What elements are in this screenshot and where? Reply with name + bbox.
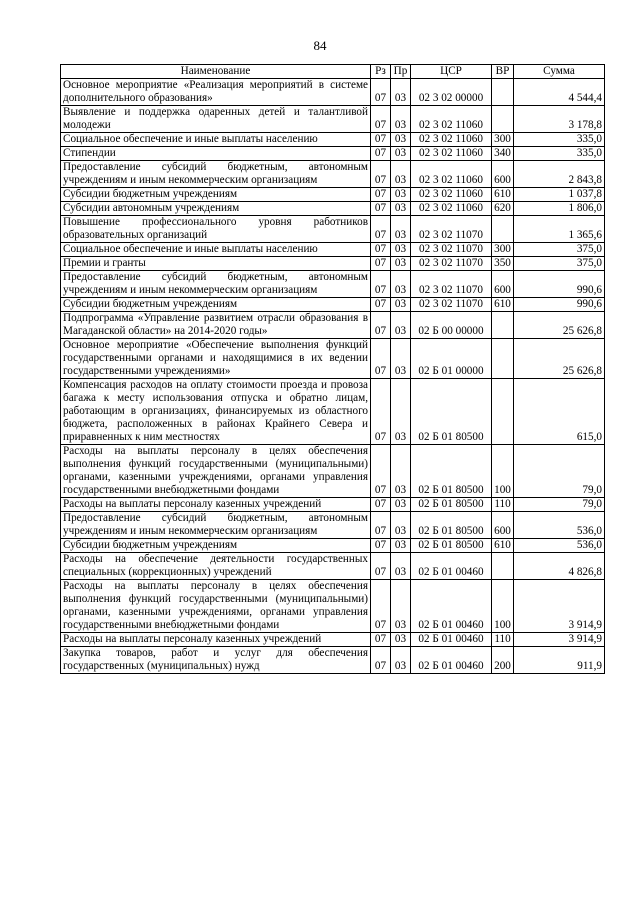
cell-vr [492, 106, 514, 133]
cell-vr [492, 339, 514, 379]
cell-csr: 02 3 02 11060 [411, 161, 492, 188]
cell-vr: 610 [492, 188, 514, 202]
cell-csr: 02 Б 01 00460 [411, 580, 492, 633]
cell-csr: 02 Б 01 00460 [411, 647, 492, 674]
cell-vr: 340 [492, 147, 514, 161]
cell-vr: 600 [492, 271, 514, 298]
cell-sum: 3 914,9 [514, 580, 605, 633]
table-row [61, 216, 605, 243]
cell-sum: 3 178,8 [514, 106, 605, 133]
cell-vr: 300 [492, 243, 514, 257]
cell-sum: 335,0 [514, 133, 605, 147]
cell-rz: 07 [371, 339, 391, 379]
cell-vr: 110 [492, 498, 514, 512]
cell-csr: 02 3 02 11070 [411, 257, 492, 271]
table-row [61, 553, 605, 580]
table-row [61, 633, 605, 647]
cell-vr: 610 [492, 539, 514, 553]
table-header-row [61, 65, 605, 79]
table-row [61, 202, 605, 216]
cell-rz: 07 [371, 243, 391, 257]
cell-sum: 4 544,4 [514, 79, 605, 106]
table-row [61, 312, 605, 339]
cell-pr: 03 [391, 580, 411, 633]
header-csr: ЦСР [411, 65, 492, 79]
cell-name: Компенсация расходов на оплату стоимости проезда и провоза багажа к месту использования отпуска и обратно лицам, работающим в организациях, финансируемых из областного бюджета, расположенных в районах Крайнего Севера и приравненных к ним местностях [61, 379, 371, 445]
cell-vr: 600 [492, 512, 514, 539]
cell-csr: 02 Б 01 00460 [411, 633, 492, 647]
cell-sum: 536,0 [514, 512, 605, 539]
cell-rz: 07 [371, 79, 391, 106]
table-row [61, 647, 605, 674]
table-row [61, 188, 605, 202]
cell-vr: 100 [492, 445, 514, 498]
cell-pr: 03 [391, 133, 411, 147]
cell-csr: 02 3 02 11060 [411, 106, 492, 133]
cell-sum: 79,0 [514, 498, 605, 512]
cell-csr: 02 Б 01 80500 [411, 445, 492, 498]
cell-name: Предоставление субсидий бюджетным, автономным учреждениям и иным некоммерческим организациям [61, 512, 371, 539]
cell-name: Субсидии автономным учреждениям [61, 202, 371, 216]
cell-name: Расходы на выплаты персоналу в целях обеспечения выполнения функций государственными (муниципальными) органами, казенными учреждениями, органами управления государственными внебюджетными фондами [61, 580, 371, 633]
header-vr: ВР [492, 65, 514, 79]
table-row [61, 580, 605, 633]
cell-sum: 3 914,9 [514, 633, 605, 647]
cell-sum: 1 365,6 [514, 216, 605, 243]
cell-csr: 02 3 02 11070 [411, 271, 492, 298]
cell-pr: 03 [391, 339, 411, 379]
cell-pr: 03 [391, 539, 411, 553]
cell-sum: 79,0 [514, 445, 605, 498]
cell-sum: 1 806,0 [514, 202, 605, 216]
table-row [61, 161, 605, 188]
cell-vr: 110 [492, 633, 514, 647]
cell-csr: 02 3 02 11070 [411, 216, 492, 243]
cell-vr [492, 79, 514, 106]
cell-name: Предоставление субсидий бюджетным, автономным учреждениям и иным некоммерческим организациям [61, 161, 371, 188]
cell-sum: 25 626,8 [514, 312, 605, 339]
cell-csr: 02 Б 01 80500 [411, 498, 492, 512]
cell-name: Социальное обеспечение и иные выплаты населению [61, 133, 371, 147]
cell-name: Основное мероприятие «Обеспечение выполнения функций государственными органами и находящимися в их ведении государственными учреждениями» [61, 339, 371, 379]
table-row [61, 379, 605, 445]
cell-name: Расходы на обеспечение деятельности государственных специальных (коррекционных) учреждений [61, 553, 371, 580]
cell-csr: 02 Б 01 80500 [411, 379, 492, 445]
cell-rz: 07 [371, 298, 391, 312]
cell-pr: 03 [391, 512, 411, 539]
cell-csr: 02 Б 00 00000 [411, 312, 492, 339]
cell-sum: 4 826,8 [514, 553, 605, 580]
cell-sum: 375,0 [514, 243, 605, 257]
header-sum: Сумма [514, 65, 605, 79]
table-row [61, 257, 605, 271]
cell-pr: 03 [391, 216, 411, 243]
cell-rz: 07 [371, 202, 391, 216]
cell-name: Закупка товаров, работ и услуг для обеспечения государственных (муниципальных) нужд [61, 647, 371, 674]
cell-rz: 07 [371, 445, 391, 498]
cell-name: Расходы на выплаты персоналу казенных учреждений [61, 498, 371, 512]
cell-vr [492, 553, 514, 580]
cell-csr: 02 Б 01 00460 [411, 553, 492, 580]
cell-sum: 25 626,8 [514, 339, 605, 379]
cell-csr: 02 Б 01 00000 [411, 339, 492, 379]
table-row [61, 243, 605, 257]
cell-name: Основное мероприятие «Реализация мероприятий в системе дополнительного образования» [61, 79, 371, 106]
cell-pr: 03 [391, 161, 411, 188]
cell-pr: 03 [391, 243, 411, 257]
cell-pr: 03 [391, 498, 411, 512]
cell-pr: 03 [391, 312, 411, 339]
budget-table [60, 64, 605, 674]
cell-rz: 07 [371, 216, 391, 243]
cell-pr: 03 [391, 553, 411, 580]
cell-vr: 300 [492, 133, 514, 147]
cell-pr: 03 [391, 633, 411, 647]
cell-rz: 07 [371, 512, 391, 539]
cell-name: Расходы на выплаты персоналу в целях обеспечения выполнения функций государственными (муниципальными) органами, казенными учреждениями, органами управления государственными внебюджетными фондами [61, 445, 371, 498]
cell-rz: 07 [371, 647, 391, 674]
table-row [61, 445, 605, 498]
cell-rz: 07 [371, 580, 391, 633]
cell-sum: 615,0 [514, 379, 605, 445]
cell-rz: 07 [371, 312, 391, 339]
cell-sum: 990,6 [514, 298, 605, 312]
cell-csr: 02 3 02 11070 [411, 298, 492, 312]
table-row [61, 133, 605, 147]
cell-rz: 07 [371, 161, 391, 188]
cell-name: Субсидии бюджетным учреждениям [61, 188, 371, 202]
cell-vr: 350 [492, 257, 514, 271]
cell-pr: 03 [391, 445, 411, 498]
cell-name: Стипендии [61, 147, 371, 161]
table-row [61, 106, 605, 133]
cell-vr: 200 [492, 647, 514, 674]
cell-name: Предоставление субсидий бюджетным, автономным учреждениям и иным некоммерческим организациям [61, 271, 371, 298]
cell-pr: 03 [391, 79, 411, 106]
table-row [61, 79, 605, 106]
cell-name: Субсидии бюджетным учреждениям [61, 298, 371, 312]
cell-sum: 911,9 [514, 647, 605, 674]
cell-csr: 02 3 02 11060 [411, 147, 492, 161]
cell-pr: 03 [391, 202, 411, 216]
cell-sum: 375,0 [514, 257, 605, 271]
cell-csr: 02 3 02 00000 [411, 79, 492, 106]
cell-pr: 03 [391, 647, 411, 674]
cell-csr: 02 3 02 11070 [411, 243, 492, 257]
cell-rz: 07 [371, 133, 391, 147]
table-row [61, 147, 605, 161]
cell-vr: 100 [492, 580, 514, 633]
cell-rz: 07 [371, 147, 391, 161]
cell-csr: 02 3 02 11060 [411, 133, 492, 147]
cell-pr: 03 [391, 147, 411, 161]
cell-sum: 990,6 [514, 271, 605, 298]
cell-rz: 07 [371, 553, 391, 580]
header-name: Наименование [61, 65, 371, 79]
cell-pr: 03 [391, 106, 411, 133]
table-row [61, 539, 605, 553]
page-number: 84 [313, 38, 327, 53]
cell-vr: 620 [492, 202, 514, 216]
cell-rz: 07 [371, 498, 391, 512]
cell-rz: 07 [371, 106, 391, 133]
cell-name: Расходы на выплаты персоналу казенных учреждений [61, 633, 371, 647]
cell-csr: 02 3 02 11060 [411, 202, 492, 216]
cell-vr [492, 379, 514, 445]
cell-vr: 610 [492, 298, 514, 312]
table-row [61, 271, 605, 298]
cell-rz: 07 [371, 188, 391, 202]
cell-sum: 536,0 [514, 539, 605, 553]
cell-name: Социальное обеспечение и иные выплаты населению [61, 243, 371, 257]
cell-rz: 07 [371, 257, 391, 271]
cell-vr [492, 216, 514, 243]
cell-vr: 600 [492, 161, 514, 188]
cell-rz: 07 [371, 633, 391, 647]
table-row [61, 498, 605, 512]
cell-name: Выявление и поддержка одаренных детей и талантливой молодежи [61, 106, 371, 133]
cell-pr: 03 [391, 271, 411, 298]
table-row [61, 512, 605, 539]
header-pr: Пр [391, 65, 411, 79]
cell-rz: 07 [371, 539, 391, 553]
cell-pr: 03 [391, 298, 411, 312]
cell-sum: 335,0 [514, 147, 605, 161]
cell-vr [492, 312, 514, 339]
header-rz: Рз [371, 65, 391, 79]
table-row [61, 339, 605, 379]
cell-csr: 02 Б 01 80500 [411, 539, 492, 553]
cell-csr: 02 Б 01 80500 [411, 512, 492, 539]
cell-name: Подпрограмма «Управление развитием отрасли образования в Магаданской области» на 2014-2020 годы» [61, 312, 371, 339]
table-row [61, 298, 605, 312]
cell-pr: 03 [391, 257, 411, 271]
cell-pr: 03 [391, 188, 411, 202]
cell-name: Субсидии бюджетным учреждениям [61, 539, 371, 553]
cell-rz: 07 [371, 271, 391, 298]
cell-pr: 03 [391, 379, 411, 445]
cell-sum: 1 037,8 [514, 188, 605, 202]
cell-name: Повышение профессионального уровня работников образовательных организаций [61, 216, 371, 243]
cell-csr: 02 3 02 11060 [411, 188, 492, 202]
cell-name: Премии и гранты [61, 257, 371, 271]
cell-sum: 2 843,8 [514, 161, 605, 188]
cell-rz: 07 [371, 379, 391, 445]
